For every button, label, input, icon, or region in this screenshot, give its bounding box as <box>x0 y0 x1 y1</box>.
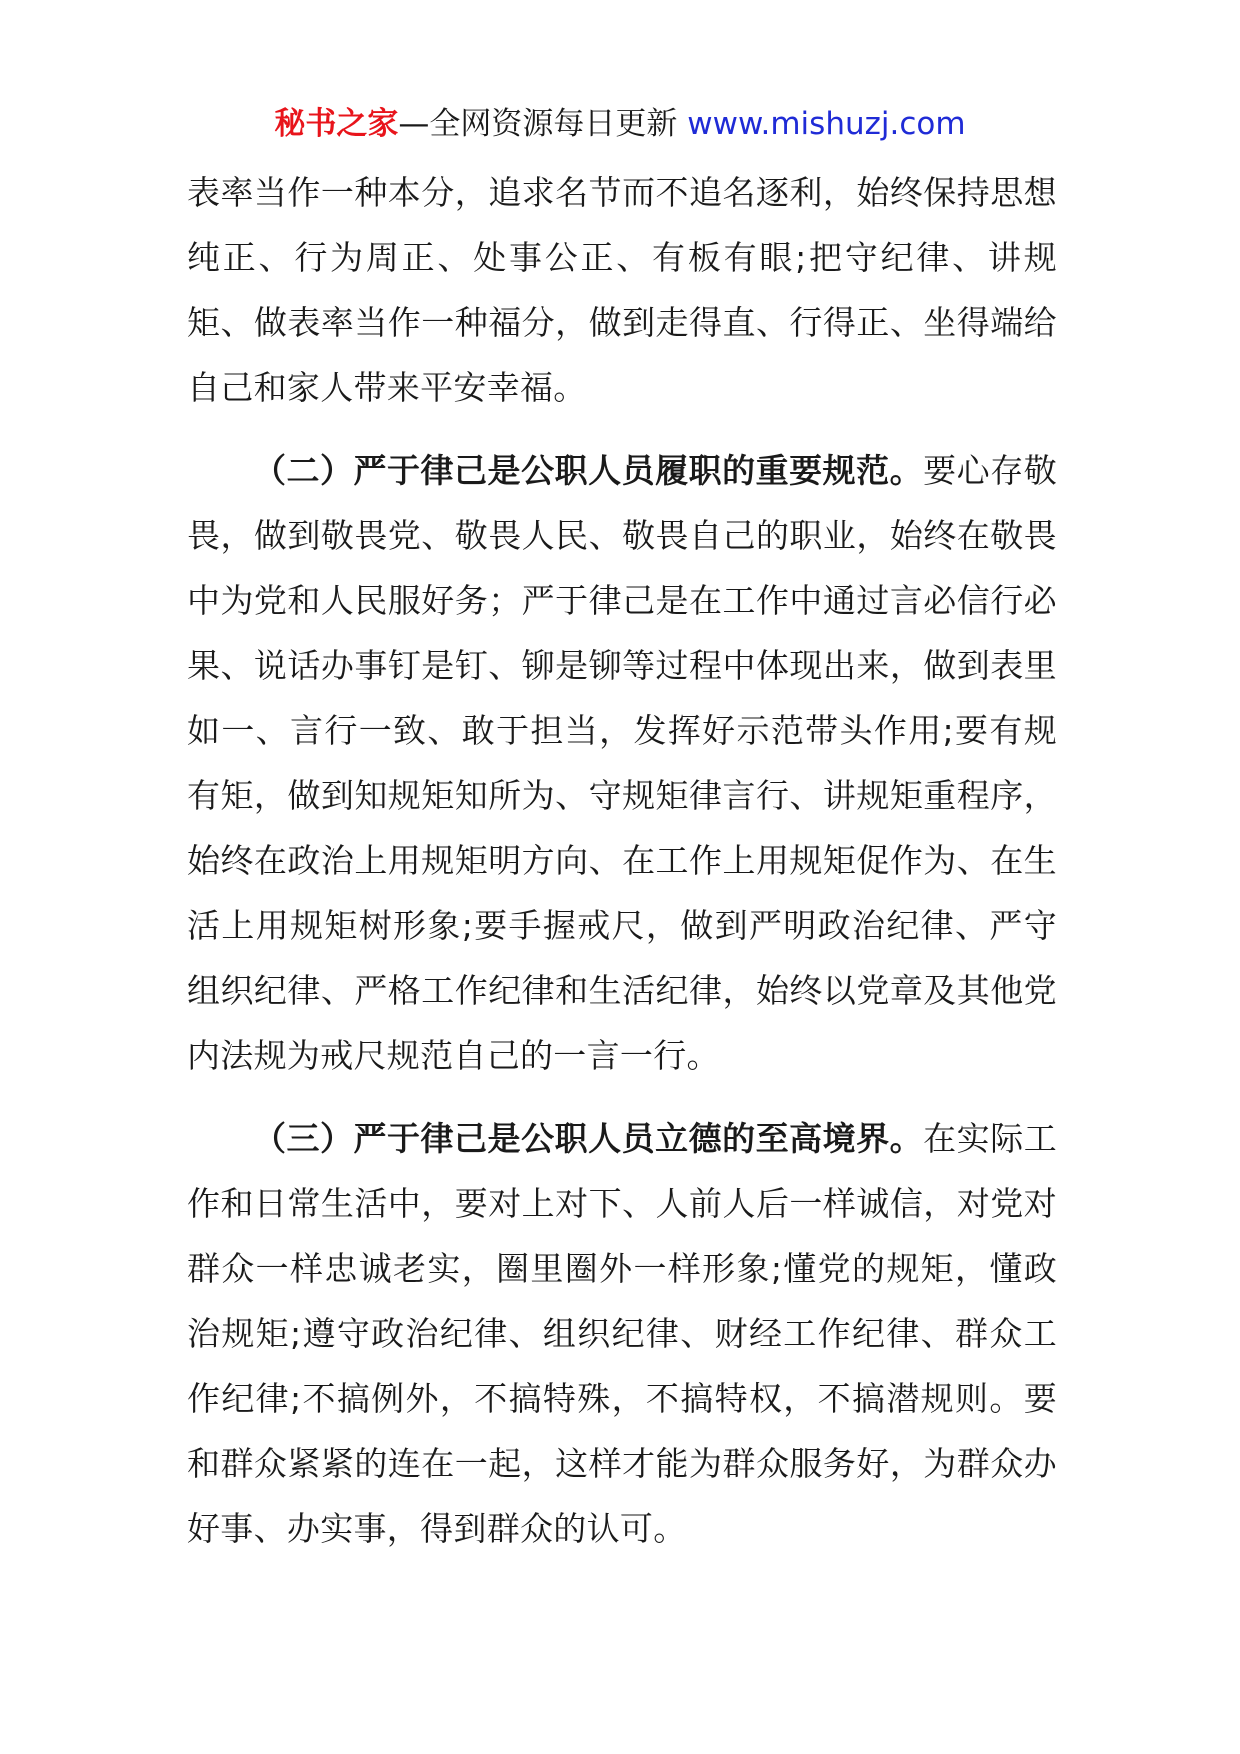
site-url-link[interactable]: www.mishuzj.com <box>687 106 966 142</box>
site-tagline: —全网资源每日更新 <box>398 106 678 142</box>
paragraph-lead: （三）严于律己是公职人员立德的至高境界。 <box>253 1119 924 1158</box>
page-header <box>0 98 1240 150</box>
paragraph-text: 表率当作一种本分，追求名节而不追名逐利，始终保持思想纯正、行为周正、处事公正、有板有眼;把守纪律、讲规矩、做表率当作一种福分，做到走得直、行得正、坐得端给自己和家人带来平安幸福。 <box>187 173 1057 407</box>
paragraph-text: 要心存敬畏，做到敬畏党、敬畏人民、敬畏自己的职业，始终在敬畏中为党和人民服好务；严于律己是在工作中通过言必信行必果、说话办事钉是钉、铆是铆等过程中体现出来，做到表里如一、言行一致、敢于担当，发挥好示范带头作用;要有规有矩，做到知规矩知所为、守规矩律言行、讲规矩重程序，始终在政治上用规矩明方向、在工作上用规矩促作为、在生活上用规矩树形象;要手握戒尺，做到严明政治纪律、严守组织纪律、严格工作纪律和生活纪律，始终以党章及其他党内法规为戒尺规范自己的一言一行。 <box>187 451 1057 1075</box>
paragraph-lead: （二）严于律己是公职人员履职的重要规范。 <box>253 451 924 490</box>
paragraph-section-two <box>187 438 1057 1088</box>
document-body <box>187 160 1057 1561</box>
paragraph-section-three <box>187 1106 1057 1561</box>
paragraph-continuation <box>187 160 1057 420</box>
site-brand: 秘书之家 <box>274 106 399 142</box>
paragraph-text: 在实际工作和日常生活中，要对上对下、人前人后一样诚信，对党对群众一样忠诚老实，圈里圈外一样形象;懂党的规矩，懂政治规矩;遵守政治纪律、组织纪律、财经工作纪律、群众工作纪律;不搞例外，不搞特殊，不搞特权，不搞潜规则。要和群众紧紧的连在一起，这样才能为群众服务好，为群众办好事、办实事，得到群众的认可。 <box>187 1119 1057 1548</box>
